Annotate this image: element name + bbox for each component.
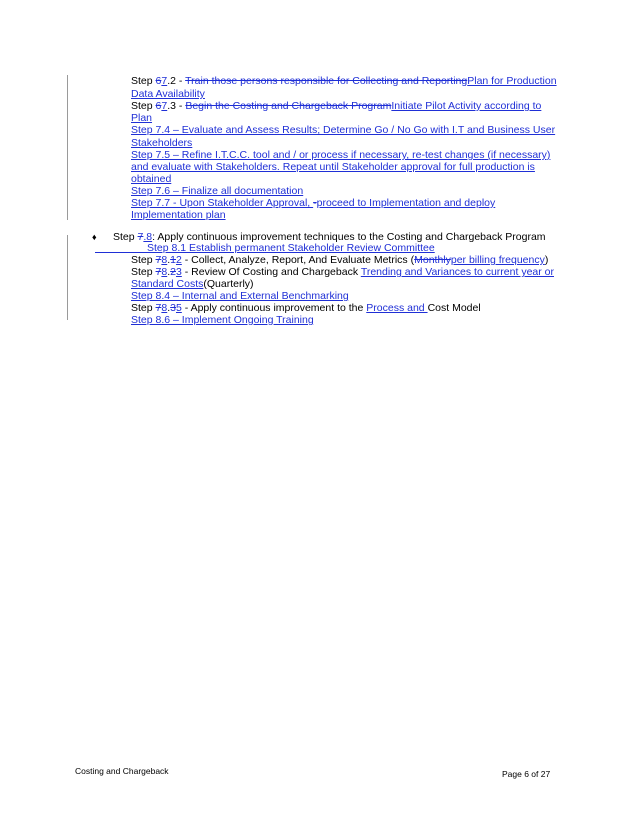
step-7-5-cont: and evaluate with Stakeholders. Repeat until Stakeholder approval for full production is xyxy=(131,161,535,173)
step-7-4: Step 7.4 – Evaluate and Assess Results; Determine Go / No Go with I.T and Business User xyxy=(131,124,556,136)
step-8-5: Step 78.35 - Apply continuous improvement to the Process and Cost Model xyxy=(131,302,481,314)
step-8-3-cont: Standard Costs(Quarterly) xyxy=(131,278,254,290)
step-7-7-cont: Implementation plan xyxy=(131,209,226,221)
step-7-5: Step 7.5 – Refine I.T.C.C. tool and / or process if necessary, re-test changes (if necessary) xyxy=(131,149,551,161)
step-7-6: Step 7.6 – Finalize all documentation xyxy=(131,185,304,197)
step-8-6: Step 8.6 – Implement Ongoing Training xyxy=(131,314,314,326)
step-7-2-cont: Data Availability xyxy=(131,88,205,100)
step-7-4-cont: Stakeholders xyxy=(131,137,193,149)
step-7-3-cont: Plan xyxy=(131,112,153,124)
footer-title: Costing and Chargeback xyxy=(75,766,169,776)
step-8-heading: Step 7.8: Apply continuous improvement techniques to the Costing and Chargeback Program xyxy=(113,231,546,243)
step-7-5-cont2: obtained xyxy=(131,173,172,185)
page-number: Page 6 of 27 xyxy=(502,769,551,779)
change-bar xyxy=(67,75,68,220)
step-7-3: Step 67.3 - Begin the Costing and Chargeback ProgramInitiate Pilot Activity according to xyxy=(131,100,542,112)
change-bar xyxy=(67,235,68,320)
step-8-3: Step 78.23 - Review Of Costing and Chargeback Trending and Variances to current year or xyxy=(131,266,554,278)
step-7-7: Step 7.7 - Upon Stakeholder Approval, -proceed to Implementation and deploy xyxy=(131,197,496,209)
step-7-2: Step 67.2 - Train those persons responsible for Collecting and ReportingPlan for Production xyxy=(131,75,557,87)
diamond-bullet-icon: ♦ xyxy=(92,232,97,242)
inserted-indent-underline xyxy=(95,252,147,253)
step-8-2: Step 78.12 - Collect, Analyze, Report, And Evaluate Metrics (Monthlyper billing frequency) xyxy=(131,254,549,266)
step-8-4: Step 8.4 – Internal and External Benchmarking xyxy=(131,290,349,302)
step-8-1: Step 8.1 Establish permanent Stakeholder Review Committee xyxy=(147,242,435,254)
